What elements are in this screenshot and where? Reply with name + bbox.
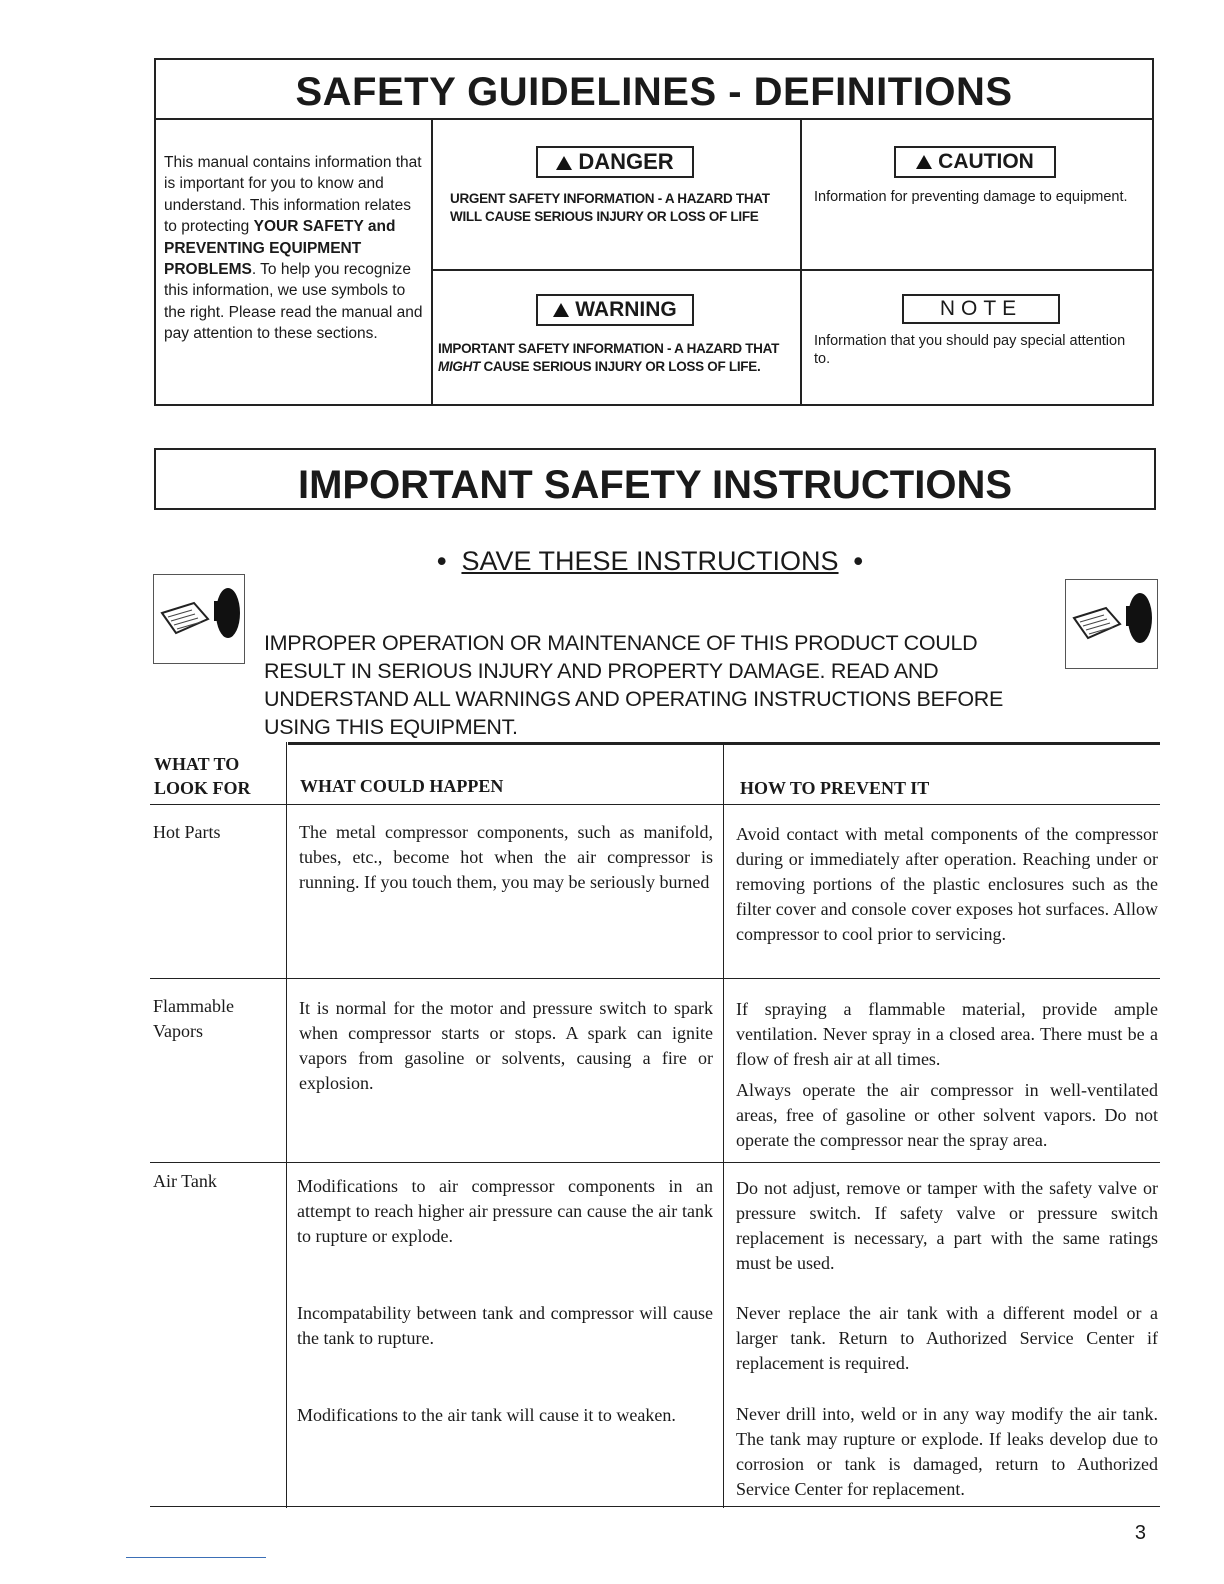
- save-instructions-line: • SAVE THESE INSTRUCTIONS •: [436, 546, 863, 576]
- note-text: Information that you should pay special attention to.: [814, 333, 1126, 367]
- definitions-title: SAFETY GUIDELINES - DEFINITIONS: [156, 60, 1152, 120]
- header-what-could-happen: WHAT COULD HAPPEN: [300, 776, 504, 796]
- safety-definitions-box: [154, 58, 1154, 406]
- hazard-flammable-vapors: Flammable Vapors: [153, 996, 234, 1041]
- read-manual-icon: [1065, 579, 1158, 669]
- caution-label: CAUTION: [894, 146, 1056, 178]
- caution-text: Information for preventing damage to equipment.: [814, 189, 1128, 205]
- table-column-divider: [286, 742, 287, 1508]
- improper-operation-warning: IMPROPER OPERATION OR MAINTENANCE OF THIS PRODUCT COULD RESULT IN SERIOUS INJURY AND PROPERTY DAMAGE. READ AND UNDERSTAND ALL WARNINGS AND OPERATING INSTRUCTIONS BEFORE USING THIS EQUIPMENT.: [264, 631, 1004, 739]
- prevent-flammable-vapors: If spraying a flammable material, provide ample ventilation. Never spray in a closed area. There must be a flow of fresh air at all times. Always operate the air compressor in well-ventilated areas, free of gasoline or other solvent vapors. Do not operate the compressor near the spray area.: [736, 999, 1158, 1150]
- header-what-to-look-for: WHAT TO LOOK FOR: [154, 754, 251, 798]
- important-safety-instructions-title: IMPORTANT SAFETY INSTRUCTIONS: [154, 448, 1156, 510]
- warning-triangle-icon: [553, 303, 569, 317]
- note-label: NOTE: [902, 294, 1060, 324]
- footer-rule: [126, 1557, 266, 1558]
- header-rule: [150, 804, 1160, 805]
- row-rule: [150, 978, 1160, 979]
- happen-hot-parts: The metal compressor components, such as manifold, tubes, etc., become hot when the air compressor is running. If you touch them, you may be seriously burned: [299, 822, 713, 892]
- row-divider: [431, 269, 1152, 271]
- warning-label: WARNING: [536, 294, 694, 326]
- save-instructions-text: SAVE THESE INSTRUCTIONS: [461, 546, 839, 576]
- happen-air-tank: Modifications to air compressor components in an attempt to reach higher air pressure can cause the air tank to rupture or explode. Incompatability between tank and compressor will cause the tank to rupture. Modifications to the air tank will cause it to weaken.: [297, 1176, 713, 1425]
- column-divider: [800, 118, 802, 406]
- prevent-hot-parts: Avoid contact with metal components of the compressor during or immediately after operation. Reaching under or removing portions of the plastic enclosures such as the filter cover and console cover exposes hot surfaces. Allow compressor to cool prior to servicing.: [736, 824, 1158, 944]
- warning-triangle-icon: [916, 155, 932, 169]
- row-rule: [150, 1162, 1160, 1163]
- danger-label: DANGER: [536, 146, 694, 178]
- hazard-air-tank: Air Tank: [153, 1171, 217, 1191]
- table-column-divider: [723, 742, 724, 1508]
- hazard-hot-parts: Hot Parts: [153, 822, 221, 842]
- definitions-intro: This manual contains information that is important for you to know and understand. This information relates to protecting YOUR SAFETY and PREVENTING EQUIPMENT PROBLEMS. To help you recognize this information, we use symbols to the right. Please read the manual and pay attention to these sections.: [164, 154, 423, 343]
- table-bottom-rule: [150, 1506, 1160, 1507]
- warning-text: IMPORTANT SAFETY INFORMATION - A HAZARD THAT MIGHT CAUSE SERIOUS INJURY OR LOSS OF LIFE.: [438, 341, 780, 374]
- danger-text: URGENT SAFETY INFORMATION - A HAZARD THAT WILL CAUSE SERIOUS INJURY OR LOSS OF LIFE: [450, 191, 770, 224]
- read-manual-icon: [153, 574, 245, 664]
- table-top-rule: [288, 742, 1160, 745]
- prevent-air-tank: Do not adjust, remove or tamper with the safety valve or pressure switch. If safety valve or pressure switch replacement is necessary, a part with the same ratings must be used. Never replace the air tank with a different model or a larger tank. Return to Authorized Service Center if replacement is required. Never drill into, weld or in any way modify the air tank. The tank may rupture or explode. If leaks develop due to corrosion or tank is damaged, return to Authorized Service Center for replacement.: [736, 1178, 1158, 1499]
- happen-flammable-vapors: It is normal for the motor and pressure switch to spark when compressor starts or stops. A spark can ignite vapors from gasoline or solvents, causing a fire or explosion.: [299, 998, 713, 1093]
- header-how-to-prevent: HOW TO PREVENT IT: [740, 778, 930, 798]
- column-divider: [431, 118, 433, 406]
- page-number: 3: [1134, 1522, 1146, 1544]
- warning-triangle-icon: [556, 156, 572, 170]
- safety-table: [150, 742, 1160, 1508]
